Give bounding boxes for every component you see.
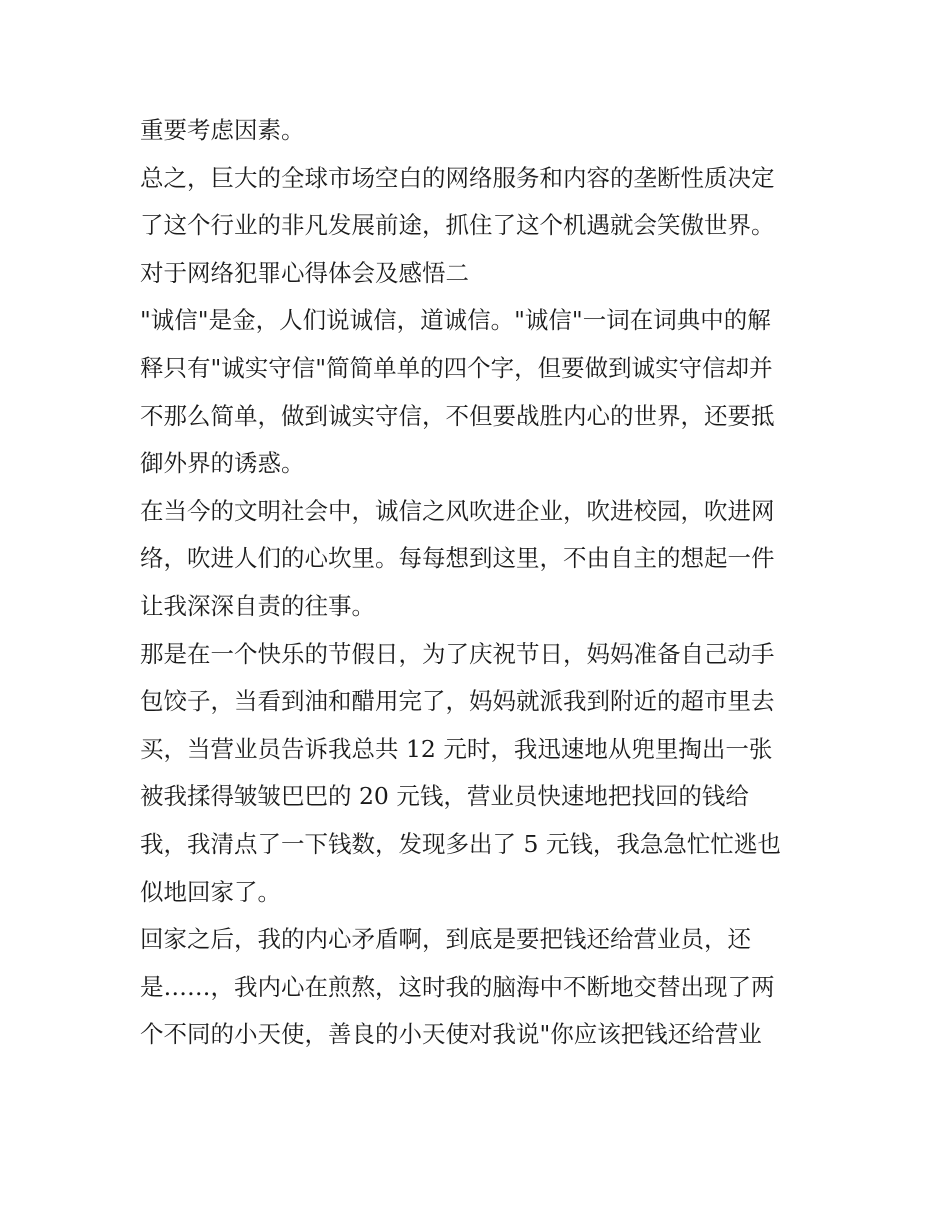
text-line: 买，当营业员告诉我总共 12 元时，我迅速地从兜里掏出一张 <box>140 734 773 763</box>
text-line: 包饺子，当看到油和醋用完了，妈妈就派我到附近的超市里去 <box>140 687 775 716</box>
section-heading: 对于网络犯罪心得体会及感悟二 <box>140 258 469 287</box>
text-line: 络，吹进人们的心坎里。每每想到这里，不由自主的想起一件 <box>140 544 775 573</box>
text-line: 不那么简单，做到诚实守信，不但要战胜内心的世界，还要抵 <box>140 401 775 430</box>
text-line: 了这个行业的非凡发展前途，抓住了这个机遇就会笑傲世界。 <box>140 211 775 240</box>
text-line: "诚信"是金，人们说诚信，道诚信。"诚信"一词在词典中的解 <box>140 306 771 335</box>
body-text <box>140 107 820 1059</box>
text-line: 我，我清点了一下钱数，发现多出了 5 元钱，我急急忙忙逃也 <box>140 829 781 858</box>
text-line: 总之，巨大的全球市场空白的网络服务和内容的垄断性质决定 <box>140 163 775 192</box>
text-line: 御外界的诱惑。 <box>140 449 305 478</box>
text-line: 回家之后，我的内心矛盾啊，到底是要把钱还给营业员，还 <box>140 925 751 954</box>
text-line: 释只有"诚实守信"简简单单的四个字，但要做到诚实守信却并 <box>140 353 773 382</box>
text-line: 似地回家了。 <box>140 877 281 906</box>
text-line: 让我深深自责的往事。 <box>140 591 375 620</box>
text-line: 重要考虑因素。 <box>140 116 305 144</box>
text-line: 被我揉得皱皱巴巴的 20 元钱，营业员快速地把找回的钱给 <box>140 782 749 811</box>
text-line: 在当今的文明社会中，诚信之风吹进企业，吹进校园，吹进网 <box>140 496 775 525</box>
text-line: 是……，我内心在煎熬，这时我的脑海中不断地交替出现了两 <box>140 972 775 1001</box>
text-line: 那是在一个快乐的节假日，为了庆祝节日，妈妈准备自己动手 <box>140 639 775 668</box>
text-line: 个不同的小天使，善良的小天使对我说"你应该把钱还给营业 <box>140 1020 762 1049</box>
